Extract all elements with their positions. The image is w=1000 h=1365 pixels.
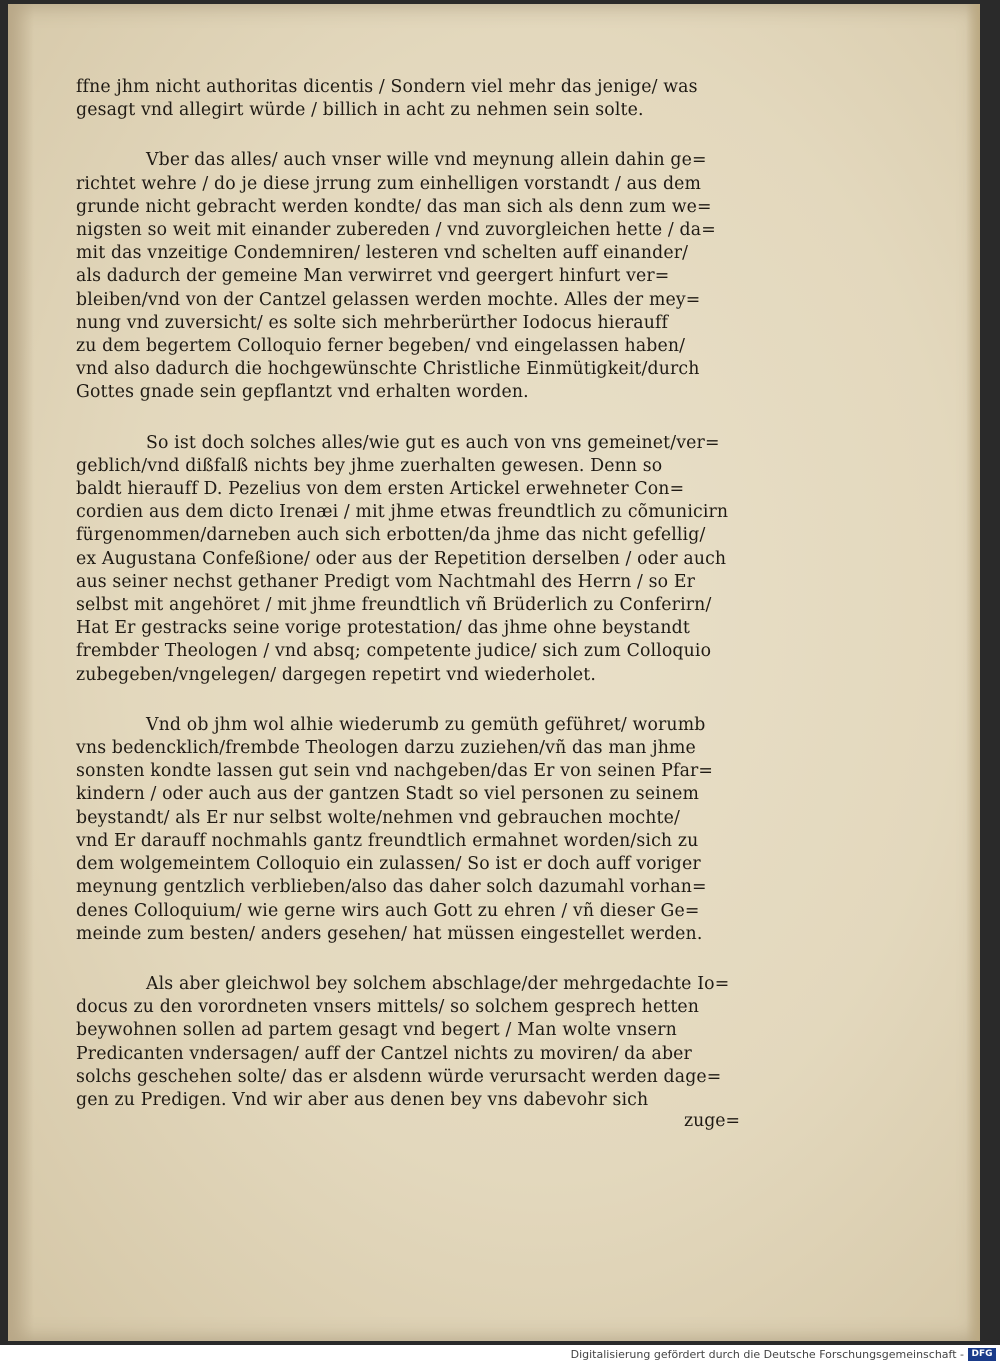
catchword: zuge= (684, 1111, 741, 1131)
text-line: vns bedencklich/frembde Theologen darzu zuziehen/vñ das man jhme (76, 738, 696, 759)
text-line: nung vnd zuversicht/ es solte sich mehrberürther Iodocus hierauff (76, 312, 669, 333)
text-line: Gottes gnade sein gepflantzt vnd erhalten worden. (76, 382, 529, 403)
text-line: beystandt/ als Er nur selbst wolte/nehmen vnd gebrauchen mochte/ (76, 807, 680, 828)
text-line: gesagt vnd allegirt würde / billich in acht zu nehmen sein solte. (76, 100, 644, 121)
text-line: Hat Er gestracks seine vorige protestation/ das jhme ohne beystandt (76, 618, 690, 639)
text-line: fürgenommen/darneben auch sich erbotten/da jhme das nicht gefellig/ (76, 525, 706, 546)
text-line: cordien aus dem dicto Irenæi / mit jhme etwas freundtlich zu cõmunicirn (76, 502, 729, 523)
text-line: Vnd ob jhm wol alhie wiederumb zu gemüth geführet/ worumb (146, 714, 706, 735)
paragraph-2 (76, 149, 776, 404)
text-line: dem wolgemeintem Colloquio ein zulassen/ So ist er doch auff voriger (76, 854, 701, 875)
text-line: docus zu den vorordneten vnsers mittels/ so solchem gesprech hetten (76, 997, 700, 1018)
paragraph-1 (76, 76, 776, 122)
text-line: beywohnen sollen ad partem gesagt vnd begert / Man wolte vnsern (76, 1020, 677, 1041)
dfg-logo: DFG (968, 1348, 996, 1361)
footer-bar (0, 1345, 1000, 1365)
paragraph-4 (76, 714, 776, 946)
text-line: bleiben/vnd von der Cantzel gelassen werden mochte. Alles der mey= (76, 289, 701, 310)
paragraph-3 (76, 432, 776, 687)
text-line: grunde nicht gebracht werden kondte/ das man sich als denn zum we= (76, 196, 712, 217)
text-line: ffne jhm nicht authoritas dicentis / Sondern viel mehr das jenige/ was (76, 77, 698, 97)
page-text (76, 76, 776, 1139)
text-line: vnd Er darauff nochmahls gantz freundtlich ermahnet worden/sich zu (76, 830, 699, 851)
text-line: meinde zum besten/ anders gesehen/ hat müssen eingestellet werden. (76, 923, 703, 944)
text-line: Vber das alles/ auch vnser wille vnd meynung allein dahin ge= (146, 150, 707, 171)
text-line: frembder Theologen / vnd absq; competente judice/ sich zum Colloquio (76, 641, 712, 662)
text-line: So ist doch solches alles/wie gut es auch von vns gemeinet/ver= (146, 432, 720, 453)
funding-note: Digitalisierung gefördert durch die Deutsche Forschungsgemeinschaft - (570, 1348, 964, 1361)
book-page (8, 4, 980, 1341)
text-line: vnd also dadurch die hochgewünschte Christliche Einmütigkeit/durch (76, 359, 700, 380)
text-line: mit das vnzeitige Condemniren/ lesteren vnd schelten auff einander/ (76, 243, 689, 264)
text-line: solchs geschehen solte/ das er alsdenn würde verursacht werden dage= (76, 1066, 722, 1087)
text-line: geblich/vnd dißfalß nichts bey jhme zuerhalten gewesen. Denn so (76, 455, 663, 476)
text-line: aus seiner nechst gethaner Predigt vom Nachtmahl des Herrn / so Er (76, 571, 695, 592)
text-line: richtet wehre / do je diese jrrung zum einhelligen vorstandt / aus dem (76, 173, 702, 194)
text-line: als dadurch der gemeine Man verwirret vnd geergert hinfurt ver= (76, 266, 670, 287)
page-spine-shadow (8, 4, 34, 1341)
text-line: kindern / oder auch aus der gantzen Stadt so viel personen zu seinem (76, 784, 700, 805)
text-line: selbst mit angehöret / mit jhme freundtlich vñ Brüderlich zu Conferirn/ (76, 595, 712, 616)
text-line: sonsten kondte lassen gut sein vnd nachgeben/das Er von seinen Pfar= (76, 761, 714, 782)
text-line: ex Augustana Confeßione/ oder aus der Repetition derselben / oder auch (76, 548, 727, 569)
text-line: denes Colloquium/ wie gerne wirs auch Gott zu ehren / vñ dieser Ge= (76, 900, 700, 921)
text-line: nigsten so weit mit einander zubereden / vnd zuvorgleichen hette / da= (76, 220, 716, 241)
page-edge-shadow (966, 4, 980, 1341)
text-line: Predicanten vndersagen/ auff der Cantzel nichts zu moviren/ da aber (76, 1043, 692, 1064)
text-line: baldt hierauff D. Pezelius von dem ersten Artickel erwehneter Con= (76, 479, 685, 500)
paragraph-5 (76, 973, 776, 1112)
text-line: Als aber gleichwol bey solchem abschlage/der mehrgedachte Io= (146, 973, 730, 994)
text-line: zu dem begertem Colloquio ferner begeben/ vnd eingelassen haben/ (76, 336, 686, 357)
text-line: gen zu Predigen. Vnd wir aber aus denen bey vns dabevohr sich (76, 1089, 649, 1110)
text-line: meynung gentzlich verblieben/also das daher solch dazumahl vorhan= (76, 877, 707, 898)
text-line: zubegeben/vngelegen/ dargegen repetirt vnd wiederholet. (76, 664, 597, 685)
